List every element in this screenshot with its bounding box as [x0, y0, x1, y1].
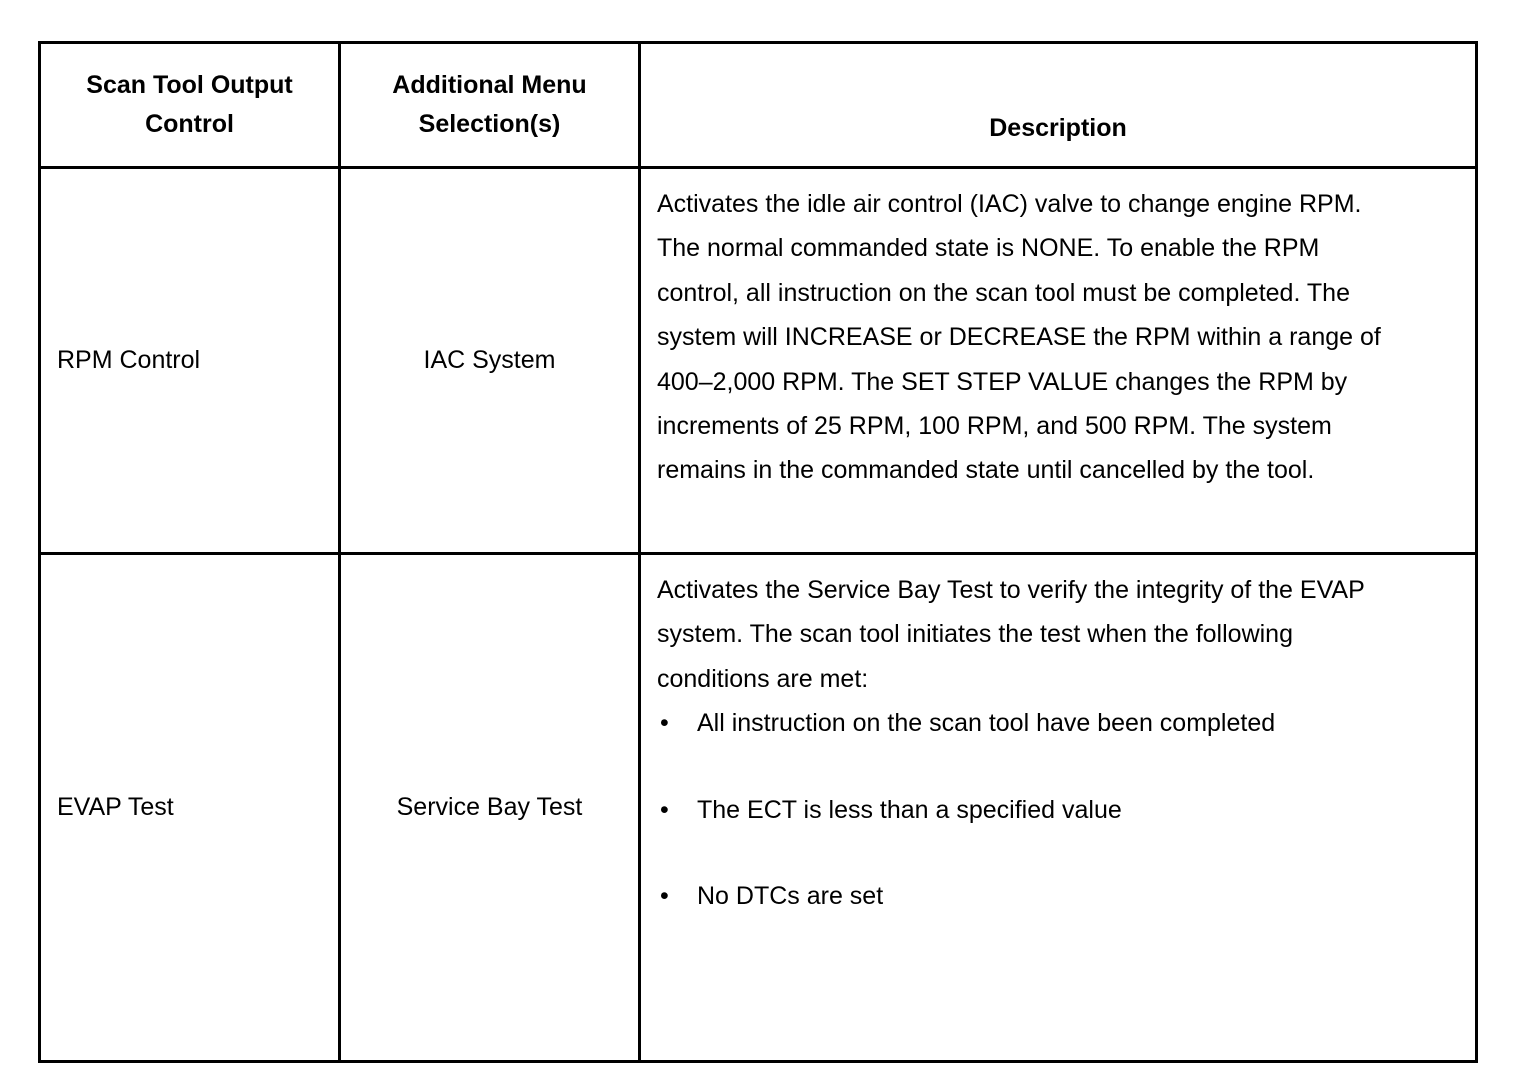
header-row [40, 43, 1477, 168]
description-text: Activates the Service Bay Test to verify the integrity of the EVAP system. The scan tool initiates the test when the following conditions are met: [657, 576, 1365, 693]
condition-text: The ECT is less than a specified value [697, 795, 1122, 824]
condition-text: All instruction on the scan tool have been completed [697, 709, 1276, 738]
table-row [40, 168, 1477, 554]
bullet-icon: • [660, 795, 669, 824]
menu-selection-cell: IAC System [340, 168, 640, 554]
output-controls-table [38, 41, 1478, 1063]
table-row [40, 554, 1477, 1062]
description-cell [640, 554, 1477, 1062]
header-menu-selection: Additional Menu Selection(s) [340, 43, 640, 168]
description-cell: Activates the idle air control (IAC) valve to change engine RPM. The normal commanded state is NONE. To enable the RPM control, all instruction on the scan tool must be completed. The system will INCREASE or DECREASE the RPM within a range of 400–2,000 RPM. The SET STEP VALUE changes the RPM by increments of 25 RPM, 100 RPM, and 500 RPM. The system remains in the commanded state until cancelled by the tool. [640, 168, 1477, 554]
output-control-cell: EVAP Test [40, 554, 340, 1062]
header-description: Description [640, 43, 1477, 168]
header-output-control: Scan Tool Output Control [40, 43, 340, 168]
condition-text: No DTCs are set [697, 882, 884, 911]
bullet-icon: • [660, 709, 669, 738]
menu-selection-cell: Service Bay Test [340, 554, 640, 1062]
list-item [657, 701, 1385, 745]
list-item [657, 874, 1385, 918]
bullet-icon: • [660, 882, 669, 911]
list-item [657, 788, 1385, 832]
output-control-cell: RPM Control [40, 168, 340, 554]
conditions-list [657, 701, 1385, 918]
